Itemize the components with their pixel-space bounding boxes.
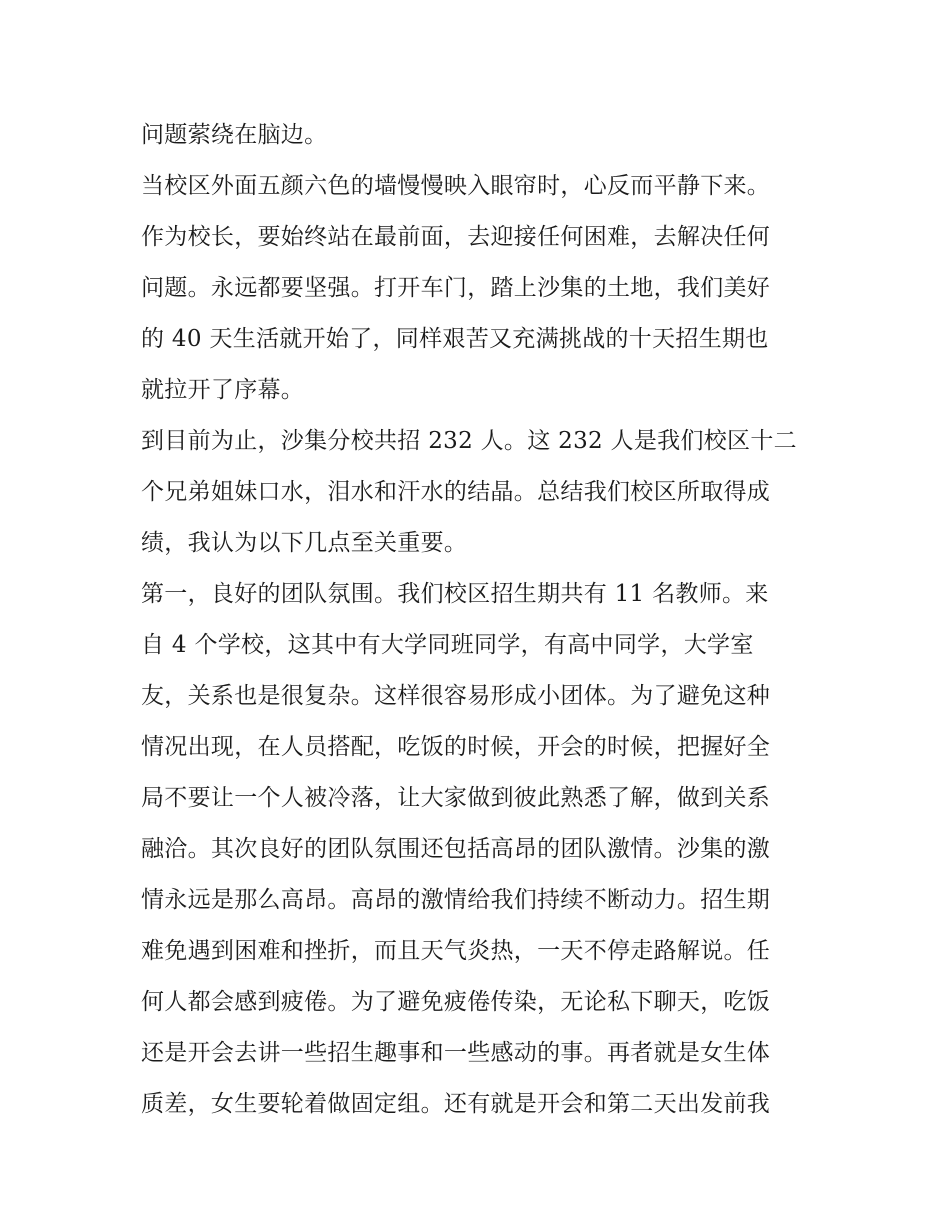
text-line: 当校区外面五颜六色的墙慢慢映入眼帘时，心反而平静下来。 [141, 173, 771, 199]
text-line: 何人都会感到疲倦。为了避免疲倦传染，无论私下聊天，吃饭 [141, 989, 771, 1015]
text-line: 自 4 个学校，这其中有大学同班同学，有高中同学，大学室 [141, 632, 754, 658]
text-line: 难免遇到困难和挫折，而且天气炎热，一天不停走路解说。任 [141, 938, 771, 964]
text-line: 质差，女生要轮着做固定组。还有就是开会和第二天出发前我 [141, 1091, 771, 1117]
text-line: 的 40 天生活就开始了，同样艰苦又充满挑战的十天招生期也 [141, 326, 769, 352]
text-line: 个兄弟姐妹口水，泪水和汗水的结晶。总结我们校区所取得成 [141, 479, 771, 505]
text-line: 融洽。其次良好的团队氛围还包括高昂的团队激情。沙集的激 [141, 836, 771, 862]
text-line: 局不要让一个人被冷落，让大家做到彼此熟悉了解，做到关系 [141, 785, 771, 811]
text-line: 就拉开了序幕。 [141, 377, 305, 403]
text-line: 友，关系也是很复杂。这样很容易形成小团体。为了避免这种 [141, 683, 771, 709]
text-line: 到目前为止，沙集分校共招 232 人。这 232 人是我们校区十二 [141, 428, 797, 454]
document-body [141, 110, 821, 1130]
text-line: 作为校长，要始终站在最前面，去迎接任何困难，去解决任何 [141, 224, 771, 250]
text-line: 还是开会去讲一些招生趣事和一些感动的事。再者就是女生体 [141, 1040, 771, 1066]
text-line: 绩，我认为以下几点至关重要。 [141, 530, 468, 556]
text-line: 情况出现，在人员搭配，吃饭的时候，开会的时候，把握好全 [141, 734, 771, 760]
text-line: 问题萦绕在脑边。 [141, 122, 328, 148]
text-line: 情永远是那么高昂。高昂的激情给我们持续不断动力。招生期 [141, 887, 771, 913]
text-line: 问题。永远都要坚强。打开车门，踏上沙集的土地，我们美好 [141, 275, 771, 301]
text-line: 第一，良好的团队氛围。我们校区招生期共有 11 名教师。来 [141, 581, 769, 607]
